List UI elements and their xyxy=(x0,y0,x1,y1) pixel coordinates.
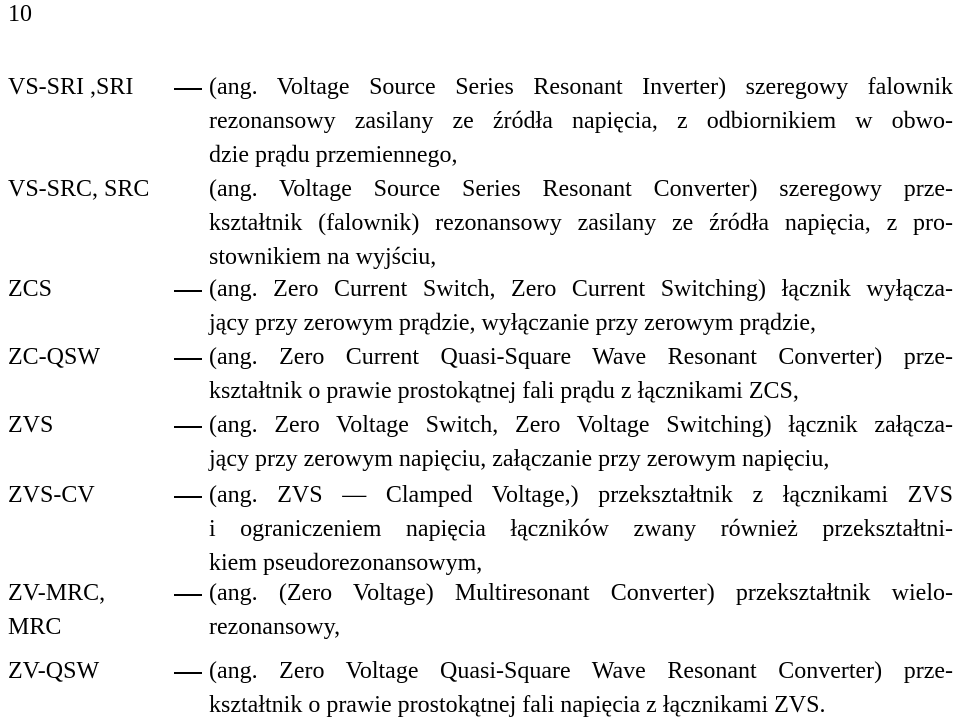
definition-line: (ang. Zero Current Quasi-Square Wave Resonant Converter) prze- xyxy=(209,344,953,370)
entry-term: ZVS xyxy=(8,412,54,438)
definition-line: kiem pseudorezonansowym, xyxy=(209,550,483,576)
entry-dash xyxy=(174,426,202,428)
entry-definition xyxy=(209,272,953,340)
entry-definition xyxy=(209,478,953,580)
definition-line: stownikiem na wyjściu, xyxy=(209,244,437,270)
entry-dash xyxy=(174,594,202,596)
entry-term-second-line: MRC xyxy=(8,614,62,640)
definition-line: (ang. Zero Voltage Quasi-Square Wave Resonant Converter) prze- xyxy=(209,658,953,684)
entry-definition xyxy=(209,70,953,172)
entry-term: ZC-QSW xyxy=(8,344,100,370)
definition-line: (ang. ZVS — Clamped Voltage,) przekształtnik z łącznikami ZVS xyxy=(209,482,953,508)
entry-term: VS-SRC, SRC xyxy=(8,176,150,202)
definition-line: jący przy zerowym napięciu, załączanie przy zerowym napięciu, xyxy=(209,446,830,472)
entry-term: ZV-MRC, xyxy=(8,580,106,606)
page-number: 10 xyxy=(8,1,32,27)
entry-dash xyxy=(174,290,202,292)
definition-line: rezonansowy, xyxy=(209,614,341,640)
definition-line: i ograniczeniem napięcia łączników zwany również przekształtni- xyxy=(209,516,953,542)
entry-dash xyxy=(174,672,202,674)
definition-line: (ang. (Zero Voltage) Multiresonant Converter) przekształtnik wielo- xyxy=(209,580,953,606)
definition-line: kształtnik o prawie prostokątnej fali prądu z łącznikami ZCS, xyxy=(209,378,799,404)
definition-line: kształtnik o prawie prostokątnej fali napięcia z łącznikami ZVS. xyxy=(209,692,826,718)
entry-term: VS-SRI ,SRI xyxy=(8,74,134,100)
entry-dash xyxy=(174,88,202,90)
entry-definition xyxy=(209,172,953,274)
definition-line: kształtnik (falownik) rezonansowy zasilany ze źródła napięcia, z pro- xyxy=(209,210,953,236)
entry-definition xyxy=(209,654,953,722)
definition-line: (ang. Zero Voltage Switch, Zero Voltage Switching) łącznik załącza- xyxy=(209,412,953,438)
definition-line: (ang. Zero Current Switch, Zero Current Switching) łącznik wyłącza- xyxy=(209,276,953,302)
definition-line: dzie prądu przemiennego, xyxy=(209,142,458,168)
entry-term: ZVS-CV xyxy=(8,482,95,508)
definition-line: rezonansowy zasilany ze źródła napięcia, z odbiornikiem w obwo- xyxy=(209,108,953,134)
entry-term: ZCS xyxy=(8,276,53,302)
entry-dash xyxy=(174,358,202,360)
entry-definition xyxy=(209,576,953,644)
definition-line: jący przy zerowym prądzie, wyłączanie przy zerowym prądzie, xyxy=(209,310,817,336)
definition-line: (ang. Voltage Source Series Resonant Inverter) szeregowy falownik xyxy=(209,74,953,100)
definition-line: (ang. Voltage Source Series Resonant Converter) szeregowy prze- xyxy=(209,176,953,202)
entry-dash xyxy=(174,496,202,498)
entry-term: ZV-QSW xyxy=(8,658,100,684)
entry-definition xyxy=(209,408,953,476)
entry-definition xyxy=(209,340,953,408)
